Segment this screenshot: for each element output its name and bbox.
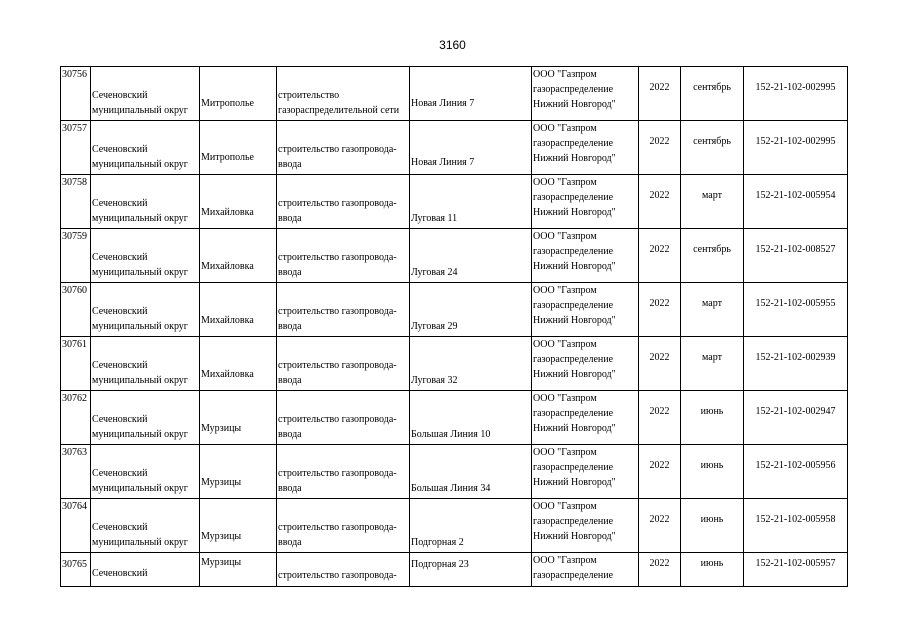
district-stack bbox=[92, 67, 198, 118]
district-stack bbox=[92, 175, 198, 226]
address-cell bbox=[410, 391, 532, 445]
permit-code-text: 152-21-102-002947 bbox=[755, 406, 836, 417]
work-cell bbox=[277, 67, 410, 121]
district-cell bbox=[91, 445, 200, 499]
work-stack bbox=[278, 499, 408, 550]
village-cell bbox=[200, 229, 277, 283]
organization-line: ООО "Газпром bbox=[533, 447, 597, 458]
page-number: 3160 bbox=[439, 38, 466, 52]
work-stack bbox=[278, 391, 408, 442]
organization-line: Нижний Новгород" bbox=[533, 423, 616, 434]
permit-code-cell bbox=[744, 67, 848, 121]
district-line: Сеченовский bbox=[92, 144, 148, 155]
permit-code-text: 152-21-102-005955 bbox=[755, 298, 836, 309]
organization-cell bbox=[532, 121, 639, 175]
month-text: сентябрь bbox=[693, 136, 731, 147]
district-stack bbox=[92, 391, 198, 442]
organization-cell bbox=[532, 337, 639, 391]
month-text: июнь bbox=[700, 406, 724, 417]
month-text: июнь bbox=[700, 558, 724, 569]
data-table bbox=[60, 66, 848, 587]
work-line: строительство газопровода- bbox=[278, 570, 397, 581]
table-row bbox=[61, 337, 848, 391]
village-text: Мурзицы bbox=[201, 557, 242, 568]
address-cell bbox=[410, 553, 532, 587]
row-number: 30758 bbox=[61, 175, 91, 229]
organization-line: газораспределение bbox=[533, 300, 614, 311]
row-number: 30762 bbox=[61, 391, 91, 445]
district-line: муниципальный округ bbox=[92, 537, 188, 548]
district-line: Сеченовский bbox=[92, 306, 148, 317]
organization-line: газораспределение bbox=[533, 246, 614, 257]
organization-line: Нижний Новгород" bbox=[533, 477, 616, 488]
village-cell bbox=[200, 553, 277, 587]
table-row bbox=[61, 445, 848, 499]
address-cell bbox=[410, 445, 532, 499]
work-stack bbox=[278, 445, 408, 496]
work-line: строительство газопровода- bbox=[278, 468, 397, 479]
work-stack bbox=[278, 67, 408, 118]
village-cell bbox=[200, 499, 277, 553]
organization-cell bbox=[532, 229, 639, 283]
month-cell bbox=[681, 391, 744, 445]
village-text: Михайловка bbox=[201, 207, 254, 218]
district-stack bbox=[92, 337, 198, 388]
work-line: ввода bbox=[278, 429, 302, 440]
year-cell bbox=[639, 445, 681, 499]
organization-line: Нижний Новгород" bbox=[533, 261, 616, 272]
work-line: газораспределительной сети bbox=[278, 105, 400, 116]
table-row bbox=[61, 175, 848, 229]
district-cell bbox=[91, 337, 200, 391]
district-line: муниципальный округ bbox=[92, 321, 188, 332]
table-row bbox=[61, 121, 848, 175]
year-cell bbox=[639, 121, 681, 175]
organization-line: Нижний Новгород" bbox=[533, 207, 616, 218]
village-text: Мурзицы bbox=[201, 531, 242, 542]
permit-code-text: 152-21-102-005957 bbox=[755, 558, 836, 569]
work-stack bbox=[278, 121, 408, 172]
work-cell bbox=[277, 283, 410, 337]
table-row bbox=[61, 283, 848, 337]
address-text: Луговая 32 bbox=[411, 375, 458, 386]
year-cell bbox=[639, 67, 681, 121]
year-text: 2022 bbox=[649, 558, 670, 569]
organization-line: газораспределение bbox=[533, 84, 614, 95]
organization-line: газораспределение bbox=[533, 570, 614, 581]
district-cell bbox=[91, 175, 200, 229]
month-cell bbox=[681, 121, 744, 175]
work-line: строительство bbox=[278, 90, 340, 101]
permit-code-cell bbox=[744, 553, 848, 587]
address-cell bbox=[410, 175, 532, 229]
row-number: 30756 bbox=[61, 67, 91, 121]
permit-code-cell bbox=[744, 391, 848, 445]
village-cell bbox=[200, 67, 277, 121]
organization-cell bbox=[532, 553, 639, 587]
district-stack bbox=[92, 445, 198, 496]
district-line: Сеченовский bbox=[92, 568, 148, 579]
month-cell bbox=[681, 283, 744, 337]
month-text: сентябрь bbox=[693, 82, 731, 93]
organization-line: ООО "Газпром bbox=[533, 393, 597, 404]
permit-code-cell bbox=[744, 121, 848, 175]
work-line: строительство газопровода- bbox=[278, 522, 397, 533]
district-cell bbox=[91, 283, 200, 337]
work-line: ввода bbox=[278, 375, 302, 386]
work-cell bbox=[277, 121, 410, 175]
work-cell bbox=[277, 229, 410, 283]
permit-code-cell bbox=[744, 283, 848, 337]
district-cell bbox=[91, 391, 200, 445]
work-line: строительство газопровода- bbox=[278, 252, 397, 263]
organization-line: газораспределение bbox=[533, 516, 614, 527]
month-text: март bbox=[702, 190, 722, 201]
organization-cell bbox=[532, 445, 639, 499]
organization-line: ООО "Газпром bbox=[533, 69, 597, 80]
village-text: Митрополье bbox=[201, 152, 254, 163]
work-stack bbox=[278, 553, 408, 583]
village-text: Михайловка bbox=[201, 261, 254, 272]
year-text: 2022 bbox=[649, 352, 670, 363]
address-cell bbox=[410, 229, 532, 283]
organization-line: Нижний Новгород" bbox=[533, 531, 616, 542]
village-cell bbox=[200, 175, 277, 229]
district-line: Сеченовский bbox=[92, 252, 148, 263]
table-row bbox=[61, 67, 848, 121]
district-line: муниципальный округ bbox=[92, 375, 188, 386]
organization-cell bbox=[532, 391, 639, 445]
work-line: строительство газопровода- bbox=[278, 414, 397, 425]
village-text: Митрополье bbox=[201, 98, 254, 109]
organization-line: ООО "Газпром bbox=[533, 123, 597, 134]
address-text: Луговая 29 bbox=[411, 321, 458, 332]
work-cell bbox=[277, 553, 410, 587]
district-stack bbox=[92, 553, 198, 581]
table-row bbox=[61, 391, 848, 445]
work-line: ввода bbox=[278, 321, 302, 332]
work-line: строительство газопровода- bbox=[278, 144, 397, 155]
organization-line: газораспределение bbox=[533, 192, 614, 203]
month-text: июнь bbox=[700, 460, 724, 471]
year-text: 2022 bbox=[649, 406, 670, 417]
year-text: 2022 bbox=[649, 244, 670, 255]
address-text: Луговая 11 bbox=[411, 213, 458, 224]
permit-code-cell bbox=[744, 445, 848, 499]
address-text: Новая Линия 7 bbox=[411, 157, 475, 168]
district-cell bbox=[91, 553, 200, 587]
district-line: Сеченовский bbox=[92, 360, 148, 371]
village-text: Михайловка bbox=[201, 315, 254, 326]
work-stack bbox=[278, 175, 408, 226]
district-line: Сеченовский bbox=[92, 522, 148, 533]
work-line: ввода bbox=[278, 213, 302, 224]
work-cell bbox=[277, 337, 410, 391]
permit-code-cell bbox=[744, 337, 848, 391]
year-text: 2022 bbox=[649, 82, 670, 93]
row-number: 30761 bbox=[61, 337, 91, 391]
permit-code-text: 152-21-102-008527 bbox=[755, 244, 836, 255]
district-line: муниципальный округ bbox=[92, 483, 188, 494]
work-cell bbox=[277, 391, 410, 445]
district-line: Сеченовский bbox=[92, 468, 148, 479]
district-cell bbox=[91, 499, 200, 553]
work-stack bbox=[278, 283, 408, 334]
district-cell bbox=[91, 121, 200, 175]
table-row bbox=[61, 229, 848, 283]
district-stack bbox=[92, 283, 198, 334]
year-cell bbox=[639, 229, 681, 283]
month-cell bbox=[681, 67, 744, 121]
month-cell bbox=[681, 553, 744, 587]
row-number: 30764 bbox=[61, 499, 91, 553]
district-line: муниципальный округ bbox=[92, 267, 188, 278]
work-stack bbox=[278, 229, 408, 280]
address-text: Подгорная 23 bbox=[411, 559, 469, 570]
organization-line: ООО "Газпром bbox=[533, 555, 597, 566]
permit-code-text: 152-21-102-002995 bbox=[755, 136, 836, 147]
district-line: муниципальный округ bbox=[92, 213, 188, 224]
organization-line: Нижний Новгород" bbox=[533, 153, 616, 164]
district-stack bbox=[92, 229, 198, 280]
district-line: Сеченовский bbox=[92, 90, 148, 101]
organization-cell bbox=[532, 175, 639, 229]
work-cell bbox=[277, 175, 410, 229]
district-stack bbox=[92, 121, 198, 172]
organization-line: газораспределение bbox=[533, 138, 614, 149]
organization-line: газораспределение bbox=[533, 408, 614, 419]
month-text: сентябрь bbox=[693, 244, 731, 255]
organization-cell bbox=[532, 67, 639, 121]
district-cell bbox=[91, 229, 200, 283]
work-line: ввода bbox=[278, 483, 302, 494]
work-line: строительство газопровода- bbox=[278, 360, 397, 371]
village-cell bbox=[200, 337, 277, 391]
table-row bbox=[61, 553, 848, 587]
district-line: Сеченовский bbox=[92, 414, 148, 425]
district-line: Сеченовский bbox=[92, 198, 148, 209]
work-line: строительство газопровода- bbox=[278, 306, 397, 317]
organization-line: ООО "Газпром bbox=[533, 231, 597, 242]
village-cell bbox=[200, 121, 277, 175]
district-line: муниципальный округ bbox=[92, 105, 188, 116]
row-number: 30759 bbox=[61, 229, 91, 283]
address-cell bbox=[410, 337, 532, 391]
district-line: муниципальный округ bbox=[92, 159, 188, 170]
month-cell bbox=[681, 499, 744, 553]
work-line: ввода bbox=[278, 159, 302, 170]
organization-line: ООО "Газпром bbox=[533, 177, 597, 188]
address-cell bbox=[410, 283, 532, 337]
permit-code-text: 152-21-102-002939 bbox=[755, 352, 836, 363]
month-text: март bbox=[702, 352, 722, 363]
month-cell bbox=[681, 337, 744, 391]
organization-line: Нижний Новгород" bbox=[533, 315, 616, 326]
year-text: 2022 bbox=[649, 514, 670, 525]
organization-line: Нижний Новгород" bbox=[533, 99, 616, 110]
organization-line: газораспределение bbox=[533, 354, 614, 365]
address-text: Подгорная 2 bbox=[411, 537, 464, 548]
organization-line: ООО "Газпром bbox=[533, 339, 597, 350]
year-text: 2022 bbox=[649, 460, 670, 471]
address-text: Новая Линия 7 bbox=[411, 98, 475, 109]
work-line: ввода bbox=[278, 267, 302, 278]
village-cell bbox=[200, 391, 277, 445]
organization-cell bbox=[532, 283, 639, 337]
work-stack bbox=[278, 337, 408, 388]
permit-code-cell bbox=[744, 229, 848, 283]
year-cell bbox=[639, 283, 681, 337]
year-cell bbox=[639, 499, 681, 553]
district-line: муниципальный округ bbox=[92, 429, 188, 440]
table-row bbox=[61, 499, 848, 553]
organization-line: газораспределение bbox=[533, 462, 614, 473]
row-number: 30763 bbox=[61, 445, 91, 499]
month-text: март bbox=[702, 298, 722, 309]
organization-cell bbox=[532, 499, 639, 553]
year-cell bbox=[639, 337, 681, 391]
year-text: 2022 bbox=[649, 190, 670, 201]
address-text: Большая Линия 34 bbox=[411, 483, 491, 494]
work-line: ввода bbox=[278, 537, 302, 548]
village-text: Михайловка bbox=[201, 369, 254, 380]
permit-code-cell bbox=[744, 499, 848, 553]
month-cell bbox=[681, 175, 744, 229]
address-cell bbox=[410, 499, 532, 553]
permit-code-text: 152-21-102-005954 bbox=[755, 190, 836, 201]
village-text: Мурзицы bbox=[201, 423, 242, 434]
year-text: 2022 bbox=[649, 298, 670, 309]
village-cell bbox=[200, 445, 277, 499]
month-text: июнь bbox=[700, 514, 724, 525]
year-cell bbox=[639, 553, 681, 587]
address-cell bbox=[410, 121, 532, 175]
permit-code-text: 152-21-102-005956 bbox=[755, 460, 836, 471]
month-cell bbox=[681, 445, 744, 499]
village-text: Мурзицы bbox=[201, 477, 242, 488]
address-cell bbox=[410, 67, 532, 121]
month-cell bbox=[681, 229, 744, 283]
year-text: 2022 bbox=[649, 136, 670, 147]
permit-code-cell bbox=[744, 175, 848, 229]
work-line: строительство газопровода- bbox=[278, 198, 397, 209]
year-cell bbox=[639, 391, 681, 445]
work-cell bbox=[277, 499, 410, 553]
row-number: 30760 bbox=[61, 283, 91, 337]
district-stack bbox=[92, 499, 198, 550]
organization-line: ООО "Газпром bbox=[533, 285, 597, 296]
work-cell bbox=[277, 445, 410, 499]
organization-line: ООО "Газпром bbox=[533, 501, 597, 512]
permit-code-text: 152-21-102-005958 bbox=[755, 514, 836, 525]
address-text: Большая Линия 10 bbox=[411, 429, 491, 440]
village-cell bbox=[200, 283, 277, 337]
row-number: 30757 bbox=[61, 121, 91, 175]
organization-line: Нижний Новгород" bbox=[533, 369, 616, 380]
table-body bbox=[61, 67, 848, 587]
district-cell bbox=[91, 67, 200, 121]
address-text: Луговая 24 bbox=[411, 267, 458, 278]
permit-code-text: 152-21-102-002995 bbox=[755, 82, 836, 93]
year-cell bbox=[639, 175, 681, 229]
row-number: 30765 bbox=[61, 553, 91, 587]
